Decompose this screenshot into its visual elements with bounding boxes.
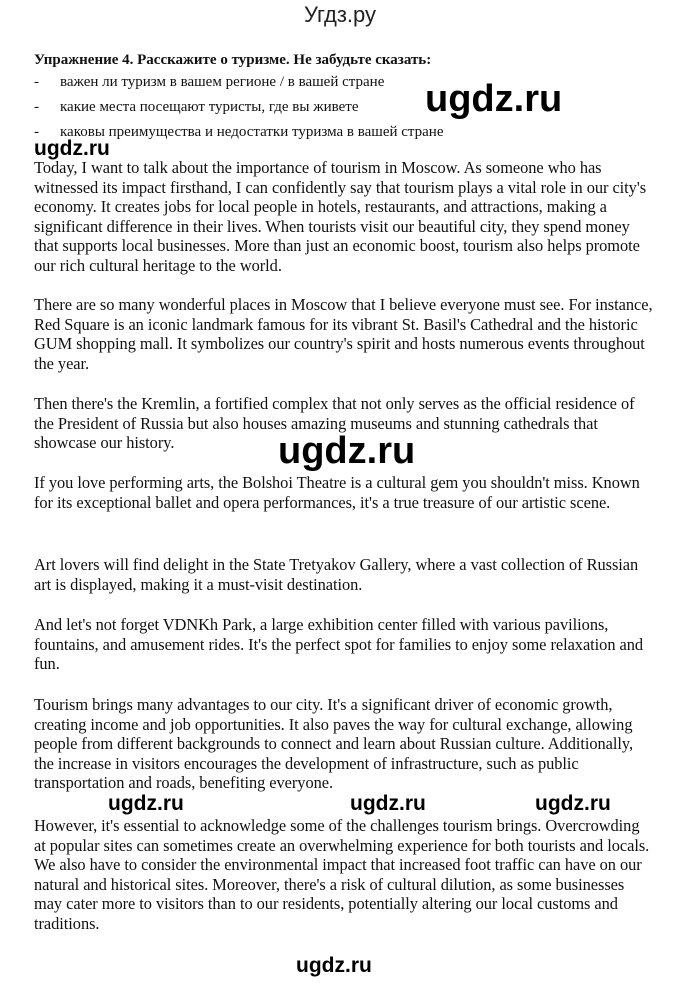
bullet-text: какие места посещают туристы, где вы живете (60, 99, 359, 115)
paragraph-bolshoi: If you love performing arts, the Bolshoi Theatre is a cultural gem you shouldn't miss. Known for its exceptional ballet and opera performances, it's a true treasure of our artistic scene. (34, 473, 640, 512)
paragraph-challenges: However, it's essential to acknowledge some of the challenges tourism brings. Overcrowding at popular sites can sometimes create an overwhelming experience for both tourists and locals. We also have to consider the environmental impact that increased foot traffic can have on our natural and historical sites. Moreover, there's a risk of cultural dilution, as some businesses may cater more to visitors than to our residents, potentially altering our local customs and traditions. (34, 816, 650, 933)
watermark: ugdz.ru (278, 430, 416, 472)
paragraph-vdnkh: And let's not forget VDNKh Park, a large exhibition center filled with various pavilions, fountains, and amusement rides. It's the perfect spot for families to enjoy some relaxation and fun. (34, 615, 644, 674)
bullet-marker: - (34, 124, 39, 140)
paragraph-kremlin: Then there's the Kremlin, a fortified complex that not only serves as the official residence of the President of Russia but also houses amazing museums and stunning cathedrals that showcase our history. (34, 394, 635, 453)
watermark: ugdz.ru (296, 954, 372, 977)
watermark: ugdz.ru (34, 137, 110, 160)
bullet-text: важен ли туризм в вашем регионе / в вашей стране (60, 74, 385, 90)
paragraph-red-square: There are so many wonderful places in Moscow that I believe everyone must see. For instance, Red Square is an iconic landmark famous for its vibrant St. Basil's Cathedral and the historic GUM shopping mall. It symbolizes our country's spirit and hosts numerous events throughout the year. (34, 295, 653, 373)
watermark: ugdz.ru (350, 792, 426, 815)
bullet-marker: - (34, 74, 39, 90)
site-title: Угдз.ру (303, 2, 377, 27)
paragraph-intro: Today, I want to talk about the importance of tourism in Moscow. As someone who has witnessed its impact firsthand, I can confidently say that tourism plays a vital role in our city's economy. It creates jobs for local people in hotels, restaurants, and attractions, making a significant difference in their lives. When tourists visit our beautiful city, they spend money that supports local businesses. More than just an economic boost, tourism also helps promote our rich cultural heritage to the world. (34, 158, 647, 275)
bullet-text: каковы преимущества и недостатки туризма в вашей стране (60, 124, 444, 140)
exercise-title: Упражнение 4. Расскажите о туризме. Не забудьте сказать: (34, 52, 432, 68)
watermark: ugdz.ru (425, 78, 563, 120)
watermark: ugdz.ru (108, 792, 184, 815)
task-bullet (34, 73, 444, 98)
watermark: ugdz.ru (535, 792, 611, 815)
paragraph-tretyakov: Art lovers will find delight in the State Tretyakov Gallery, where a vast collection of Russian art is displayed, making it a must-visit destination. (34, 555, 639, 594)
task-bullet (34, 98, 444, 123)
bullet-marker: - (34, 99, 39, 115)
paragraph-advantages: Tourism brings many advantages to our city. It's a significant driver of economic growth, creating income and job opportunities. It also paves the way for cultural exchange, allowing people from different backgrounds to connect and learn about Russian culture. Additionally, the increase in visitors encourages the development of infrastructure, such as public transportation and roads, benefiting everyone. (34, 695, 634, 793)
